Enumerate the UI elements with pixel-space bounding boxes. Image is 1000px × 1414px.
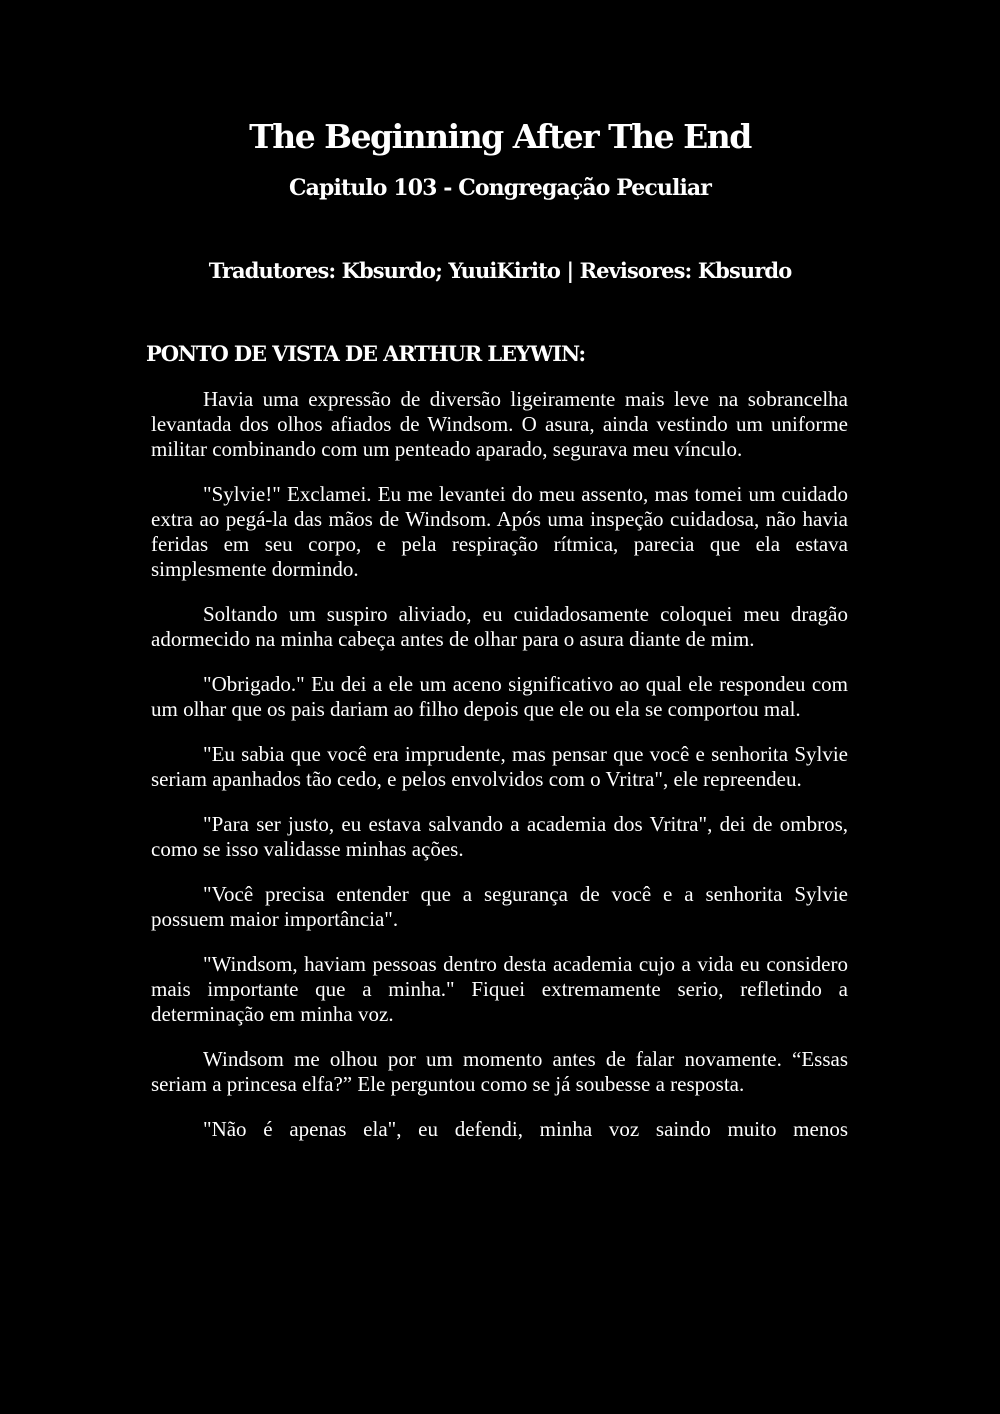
translator-credits: Tradutores: Kbsurdo; YuuiKirito | Revisores: Kbsurdo xyxy=(208,258,792,283)
body-text xyxy=(151,387,848,1162)
document-title: The Beginning After The End xyxy=(249,117,751,156)
paragraph: "Não é apenas ela", eu defendi, minha voz saindo muito menos xyxy=(203,1117,848,1141)
section-heading: PONTO DE VISTA DE ARTHUR LEYWIN: xyxy=(146,341,586,366)
paragraph: Soltando um suspiro aliviado, eu cuidadosamente coloquei meu dragão adormecido na minha cabeça antes de olhar para o asura diante de mim. xyxy=(151,602,848,651)
paragraph: "Sylvie!" Exclamei. Eu me levantei do meu assento, mas tomei um cuidado extra ao pegá-la das mãos de Windsom. Após uma inspeção cuidadosa, não havia feridas em seu corpo, e pela respiração rítmica, parecia que ela estava simplesmente dormindo. xyxy=(151,482,848,581)
paragraph: "Eu sabia que você era imprudente, mas pensar que você e senhorita Sylvie seriam apanhados tão cedo, e pelos envolvidos com o Vritra", ele repreendeu. xyxy=(151,742,848,791)
paragraph: "Você precisa entender que a segurança de você e a senhorita Sylvie possuem maior importância". xyxy=(151,882,848,931)
paragraph: Windsom me olhou por um momento antes de falar novamente. “Essas seriam a princesa elfa?” Ele perguntou como se já soubesse a resposta. xyxy=(151,1047,848,1096)
paragraph: Havia uma expressão de diversão ligeiramente mais leve na sobrancelha levantada dos olhos afiados de Windsom. O asura, ainda vestindo um uniforme militar combinando com um penteado aparado, segurava meu vínculo. xyxy=(151,387,848,461)
paragraph: "Windsom, haviam pessoas dentro desta academia cujo a vida eu considero mais importante que a minha." Fiquei extremamente serio, refletindo a determinação em minha voz. xyxy=(151,952,848,1026)
paragraph: "Obrigado." Eu dei a ele um aceno significativo ao qual ele respondeu com um olhar que os pais dariam ao filho depois que ele ou ela se comportou mal. xyxy=(151,672,848,721)
paragraph: "Para ser justo, eu estava salvando a academia dos Vritra", dei de ombros, como se isso validasse minhas ações. xyxy=(151,812,848,861)
chapter-subtitle: Capitulo 103 - Congregação Peculiar xyxy=(289,175,711,201)
